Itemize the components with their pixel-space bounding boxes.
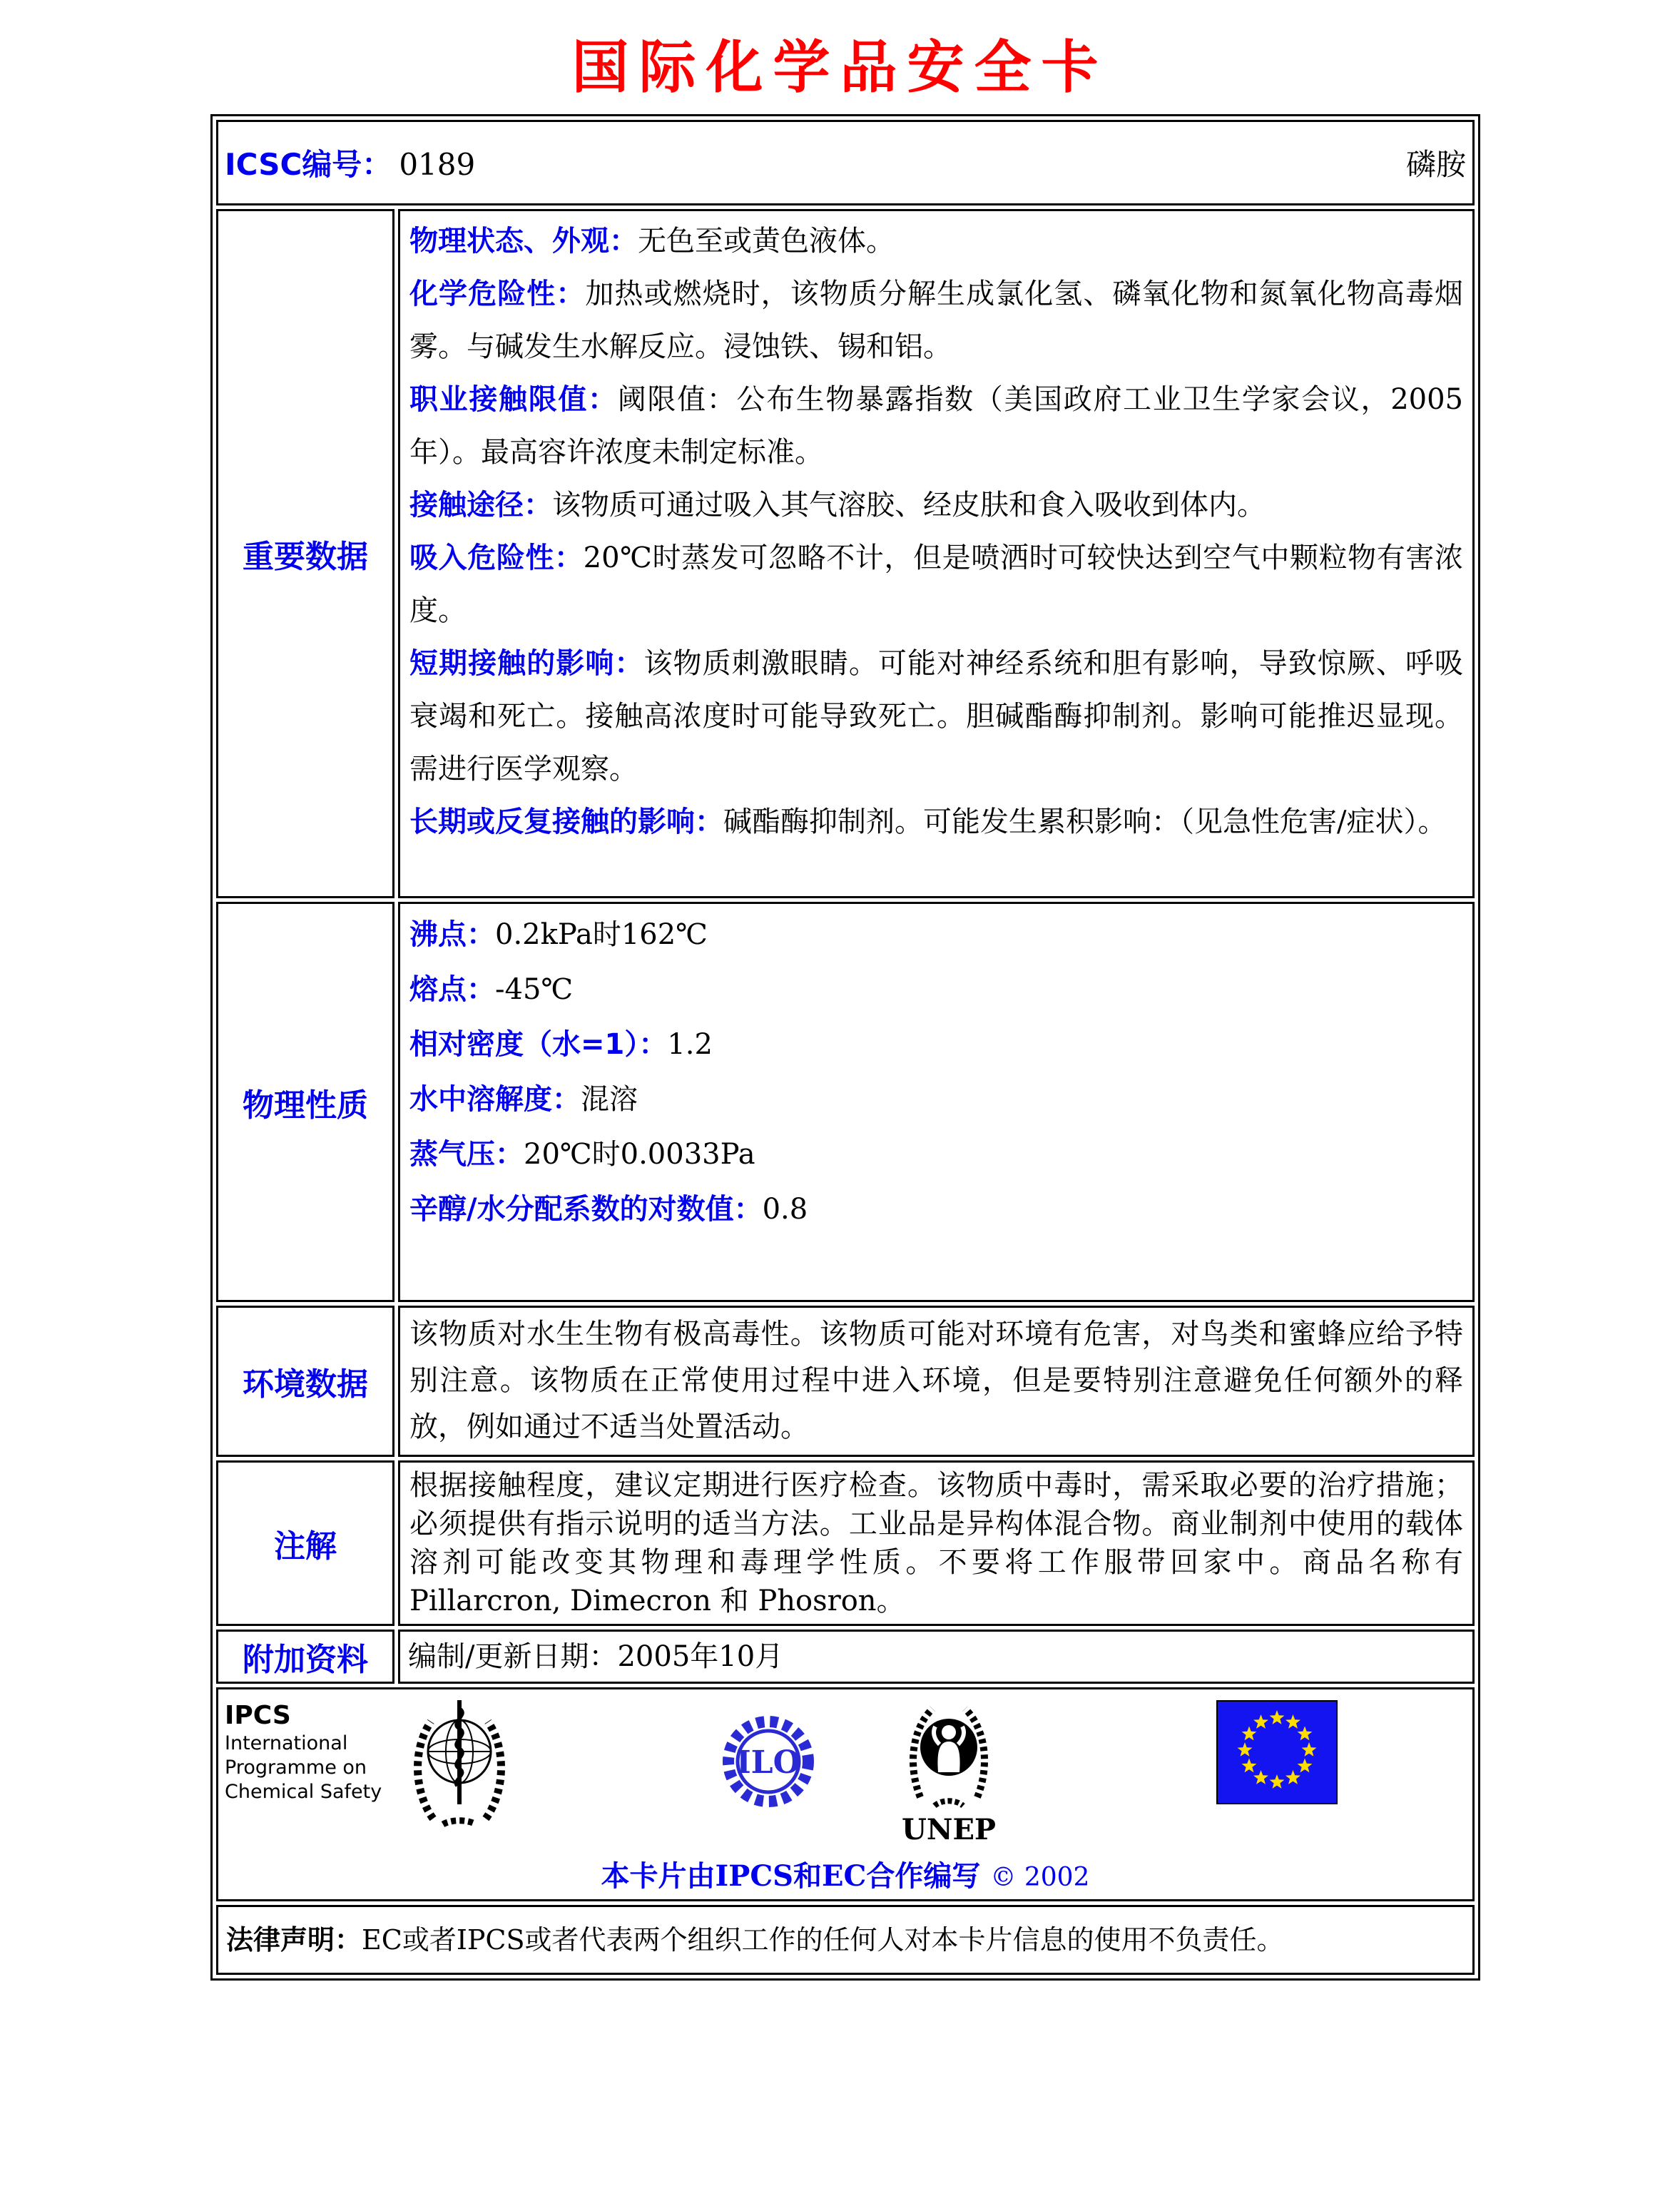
- logos-row: [219, 1690, 1472, 1899]
- cooperation-caption: [219, 1854, 1472, 1894]
- important-data-item: 职业接触限值：阈限值：公布生物暴露指数（美国政府工业卫生学家会议，2005年）。最高容许浓度未制定标准。: [409, 383, 1464, 469]
- section-label-additional-info: 附加资料: [216, 1630, 394, 1684]
- section-label-physical-properties: 物理性质: [216, 902, 394, 1302]
- additional-info-text: 编制/更新日期：2005年10月: [408, 1640, 784, 1673]
- table-row: [216, 1460, 1475, 1626]
- table-row: [216, 1687, 1475, 1901]
- icsc-number-group: [225, 141, 475, 184]
- table-row: [216, 902, 1475, 1302]
- icsc-number-value: 0189: [399, 147, 476, 182]
- physical-property-item: 蒸气压：20℃时0.0033Pa: [409, 1138, 755, 1171]
- table-row: [216, 1905, 1475, 1975]
- table-row: [216, 120, 1475, 205]
- physical-properties-content: [401, 905, 1472, 1299]
- notes-content: [401, 1463, 1472, 1623]
- physical-property-item: 相对密度（水=1）：1.2: [409, 1028, 713, 1061]
- ilo-logo-icon: [718, 1699, 818, 1824]
- unep-logo-icon: [902, 1692, 995, 1845]
- ipcs-acronym: IPCS: [225, 1701, 291, 1730]
- table-row: [216, 1306, 1475, 1457]
- section-label-notes: 注解: [216, 1460, 394, 1626]
- page-title: 国际化学品安全卡: [571, 34, 1109, 101]
- chemical-name: 磷胺: [1405, 147, 1466, 182]
- section-label-environmental-data: 环境数据: [216, 1306, 394, 1457]
- legal-notice: [219, 1908, 1472, 1972]
- important-data-item: 物理状态、外观：无色至或黄色液体。: [409, 225, 895, 258]
- svg-text:UNEP: UNEP: [902, 1813, 995, 1845]
- important-data-item: 接触途径：该物质可通过吸入其气溶胶、经皮肤和食入吸收到体内。: [409, 489, 1266, 522]
- eu-flag-icon: [1216, 1700, 1338, 1804]
- important-data-item: 化学危险性：加热或燃烧时，该物质分解生成氯化氢、磷氧化物和氮氧化物高毒烟雾。与碱发生水解反应。浸蚀铁、锡和铝。: [409, 278, 1463, 363]
- physical-property-item: 水中溶解度：混溶: [409, 1083, 638, 1116]
- safety-card-table: [210, 114, 1480, 1981]
- section-label-important-data: 重要数据: [216, 209, 394, 898]
- legal-notice-label: 法律声明：: [226, 1924, 362, 1956]
- icsc-number-label: ICSC编号：: [225, 147, 392, 182]
- copyright-text: © 2002: [990, 1863, 1090, 1892]
- legal-notice-text: EC或者IPCS或者代表两个组织工作的任何人对本卡片信息的使用不负责任。: [362, 1924, 1284, 1956]
- ipcs-text-block: IPCS International Programme on Chemical Safety: [225, 1701, 382, 1803]
- important-data-content: [401, 212, 1472, 895]
- physical-property-item: 沸点：0.2kPa时162℃: [409, 918, 708, 951]
- environmental-data-content: [401, 1308, 1472, 1454]
- physical-property-item: 熔点：-45℃: [409, 973, 574, 1006]
- table-row: [216, 209, 1475, 898]
- icsc-header-row: [219, 123, 1472, 203]
- notes-text: 根据接触程度，建议定期进行医疗检查。该物质中毒时，需采取必要的治疗措施；必须提供有指示说明的适当方法。工业品是异构体混合物。商业制剂中使用的载体溶剂可能改变其物理和毒理学性质。不要将工作服带回家中。商品名称有Pillarcron, Dimecron 和 Phosron。: [409, 1469, 1463, 1617]
- table-row: [216, 1630, 1475, 1684]
- important-data-item: 吸入危险性：20℃时蒸发可忽略不计，但是喷洒时可较快达到空气中颗粒物有害浓度。: [409, 542, 1464, 627]
- important-data-item: 短期接触的影响：该物质刺激眼睛。可能对神经系统和胆有影响，导致惊厥、呼吸衰竭和死亡。接触高浓度时可能导致死亡。胆碱酯酶抑制剂。影响可能推迟显现。需进行医学观察。: [409, 647, 1464, 786]
- physical-property-item: 辛醇/水分配系数的对数值：0.8: [409, 1193, 808, 1226]
- important-data-item: 长期或反复接触的影响：碱酯酶抑制剂。可能发生累积影响：（见急性危害/症状）。: [409, 805, 1447, 838]
- environmental-data-text: 该物质对水生生物有极高毒性。该物质可能对环境有危害，对鸟类和蜜蜂应给予特别注意。该物质在正常使用过程中进入环境，但是要特别注意避免任何额外的释放，例如通过不适当处置活动。: [409, 1318, 1463, 1443]
- who-logo-icon: [406, 1696, 513, 1831]
- caption-text: 本卡片由IPCS和EC合作编写: [601, 1859, 981, 1893]
- svg-text:ILO: ILO: [736, 1744, 800, 1781]
